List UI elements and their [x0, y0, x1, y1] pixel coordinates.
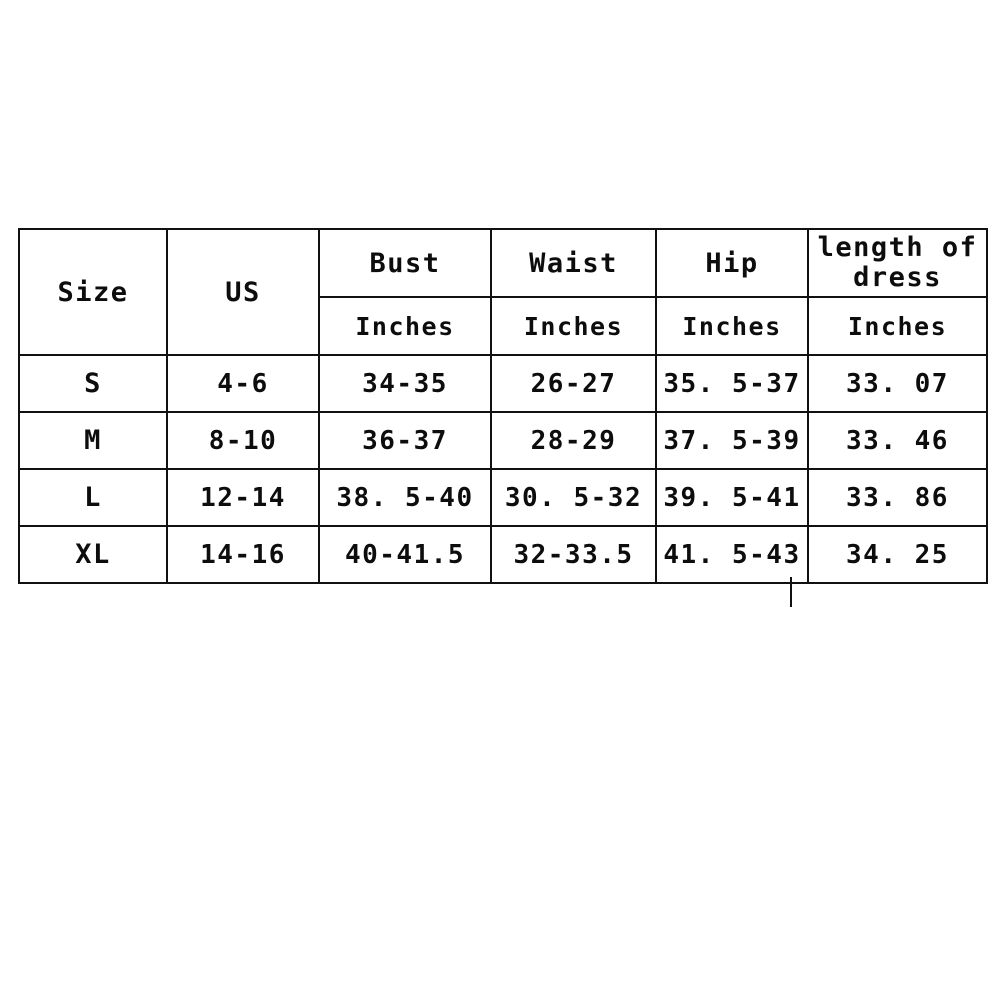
- header-length-unit: Inches: [808, 297, 987, 355]
- cell-waist: 32-33.5: [491, 526, 656, 583]
- cell-bust: 38. 5-40: [319, 469, 491, 526]
- cell-us: 12-14: [167, 469, 319, 526]
- header-bust-unit: Inches: [319, 297, 491, 355]
- table-row: [19, 412, 987, 469]
- table-row: [19, 355, 987, 412]
- cell-length: 33. 07: [808, 355, 987, 412]
- header-length-of-dress: length of dress: [808, 229, 987, 297]
- header-bust: Bust: [319, 229, 491, 297]
- header-row-measurements: [19, 229, 987, 297]
- table-body: [19, 355, 987, 583]
- cell-length: 34. 25: [808, 526, 987, 583]
- cell-us: 4-6: [167, 355, 319, 412]
- cell-us: 14-16: [167, 526, 319, 583]
- cell-hip: 35. 5-37: [656, 355, 808, 412]
- header-waist: Waist: [491, 229, 656, 297]
- cell-hip: 41. 5-43: [656, 526, 808, 583]
- header-hip: Hip: [656, 229, 808, 297]
- cell-us: 8-10: [167, 412, 319, 469]
- cell-length: 33. 86: [808, 469, 987, 526]
- size-chart-table: [18, 228, 988, 584]
- cell-size: S: [19, 355, 167, 412]
- cell-hip: 39. 5-41: [656, 469, 808, 526]
- cell-size: M: [19, 412, 167, 469]
- table-border-stub: [790, 577, 792, 607]
- cell-bust: 40-41.5: [319, 526, 491, 583]
- size-chart-table-wrapper: [18, 228, 986, 584]
- header-waist-unit: Inches: [491, 297, 656, 355]
- cell-hip: 37. 5-39: [656, 412, 808, 469]
- table-row: [19, 526, 987, 583]
- table-header: [19, 229, 987, 355]
- header-us: US: [167, 229, 319, 355]
- header-size: Size: [19, 229, 167, 355]
- cell-waist: 28-29: [491, 412, 656, 469]
- cell-waist: 26-27: [491, 355, 656, 412]
- cell-waist: 30. 5-32: [491, 469, 656, 526]
- cell-size: L: [19, 469, 167, 526]
- cell-length: 33. 46: [808, 412, 987, 469]
- cell-bust: 34-35: [319, 355, 491, 412]
- table-row: [19, 469, 987, 526]
- cell-bust: 36-37: [319, 412, 491, 469]
- cell-size: XL: [19, 526, 167, 583]
- header-hip-unit: Inches: [656, 297, 808, 355]
